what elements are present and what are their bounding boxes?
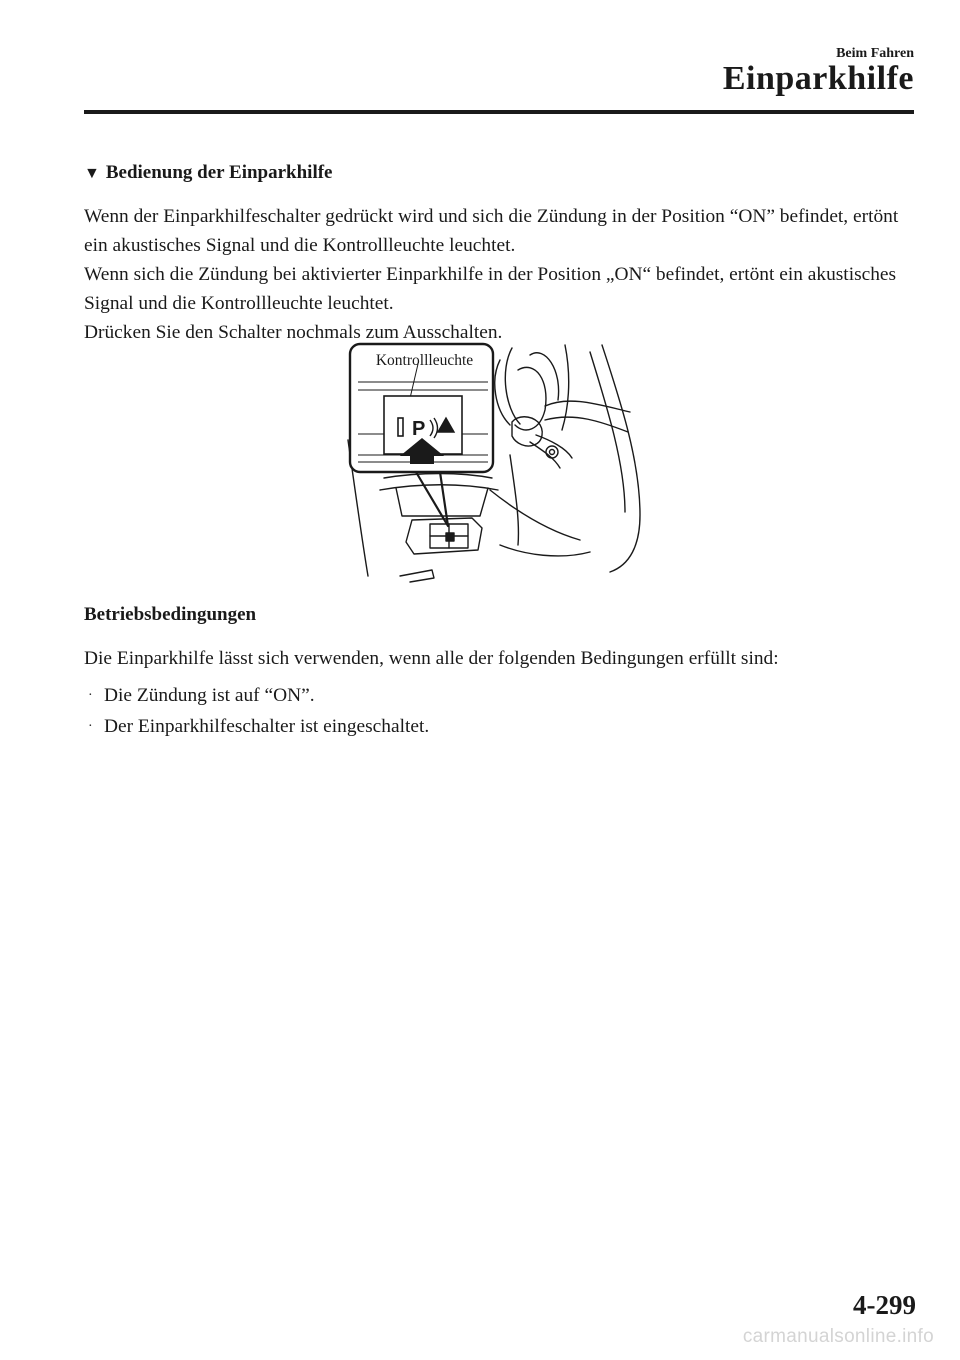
- triangle-bullet-icon: ▼: [84, 165, 100, 182]
- page-title: Einparkhilfe: [722, 60, 914, 97]
- bullet-dot-icon: ·: [88, 688, 93, 703]
- page-number: 4-299: [853, 1290, 916, 1320]
- conditions-list: [88, 680, 429, 742]
- list-item: [88, 711, 429, 742]
- list-item-text: Der Einparkhilfeschalter ist eingeschaltet.: [104, 716, 430, 737]
- conditions-intro: Die Einparkhilfe lässt sich verwenden, wenn alle der folgenden Bedingungen erfüllt sind:: [84, 648, 779, 669]
- operation-description: [84, 202, 924, 347]
- header-section-label: Beim Fahren: [836, 46, 914, 61]
- parking-sensor-switch-illustration: [340, 340, 660, 585]
- list-item: [88, 680, 429, 711]
- watermark-text: carmanualsonline.info: [742, 1326, 934, 1347]
- list-item-text: Die Zündung ist auf “ON”.: [104, 685, 315, 706]
- bullet-dot-icon: ·: [88, 719, 93, 734]
- parking-p-icon: P: [412, 418, 426, 440]
- operation-paragraph-3: Drücken Sie den Schalter nochmals zum Ausschalten.: [84, 322, 503, 343]
- operation-paragraph-1: Wenn der Einparkhilfeschalter gedrückt wird und sich die Zündung in der Position “ON” befindet, ertönt ein akustisches Signal und die Kontrollleuchte leuchtet.: [84, 206, 899, 256]
- header-divider: [84, 110, 914, 114]
- conditions-heading: Betriebsbedingungen: [84, 604, 257, 625]
- callout-label-indicator: Kontrollleuchte: [375, 352, 474, 369]
- section-heading-operation: [84, 162, 333, 184]
- section-heading-text: Bedienung der Einparkhilfe: [105, 162, 333, 183]
- operation-paragraph-2: Wenn sich die Zündung bei aktivierter Einparkhilfe in der Position „ON“ befindet, ertönt ein akustisches Signal und die Kontrollleuchte leuchtet.: [84, 264, 897, 314]
